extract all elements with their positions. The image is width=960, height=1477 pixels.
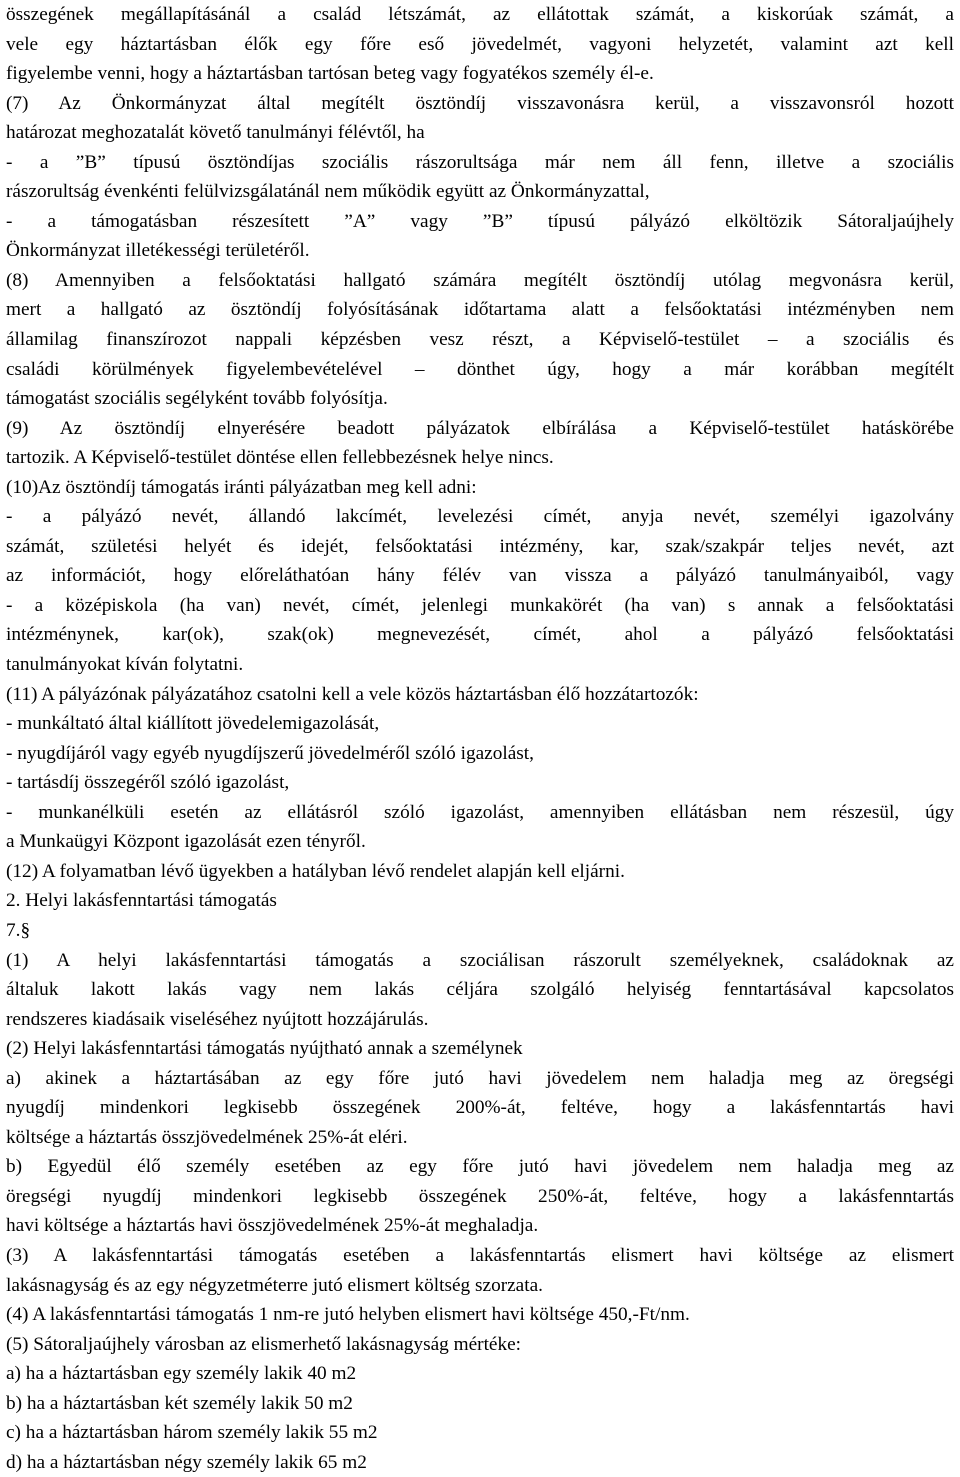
text-line: öregségi nyugdíj mindenkori legkisebb összegének 250%-át, feltéve, hogy a lakásfenntartás	[6, 1185, 954, 1207]
text-line: 7.§	[6, 919, 31, 941]
text-line: mert a hallgató az ösztöndíj folyósításának időtartama alatt a felsőoktatási intézményben nem	[6, 299, 954, 321]
text-line: a Munkaügyi Központ igazolását ezen tényről.	[6, 831, 366, 853]
text-line: intézménynek, kar(ok), szak(ok) megnevezését, címét, ahol a pályázó felsőoktatási	[6, 624, 954, 646]
text-line: - a támogatásban részesített ”A” vagy ”B” típusú pályázó elköltözik Sátoraljaújhely	[6, 210, 954, 232]
text-line: c) ha a háztartásban három személy lakik 55 m2	[6, 1422, 378, 1444]
text-line: határozat meghozatalát követő tanulmányi félévtől, ha	[6, 122, 425, 144]
text-line: Önkormányzat illetékességi területéről.	[6, 240, 310, 262]
text-line: tanulmányokat kíván folytatni.	[6, 654, 244, 676]
text-line: (11) A pályázónak pályázatához csatolni kell a vele közös háztartásban élő hozzátartozók:	[6, 683, 699, 705]
text-line: államilag finanszírozot nappali képzésben vesz részt, a Képviselő-testület – a szociális és	[6, 329, 954, 351]
text-line: nyugdíj mindenkori legkisebb összegének 200%-át, feltéve, hogy a lakásfenntartás havi	[6, 1097, 954, 1119]
text-line: általuk lakott lakás vagy nem lakás céljára szolgáló helyiség fenntartásával kapcsolatos	[6, 979, 954, 1001]
text-line: rendszeres kiadásaik viseléséhez nyújtott hozzájárulás.	[6, 1008, 429, 1030]
text-line: támogatást szociális segélyként tovább folyósítja.	[6, 388, 388, 410]
text-line: (7) Az Önkormányzat által megítélt ösztöndíj visszavonásra kerül, a visszavonsról hozott	[6, 92, 954, 114]
text-line: - nyugdíjáról vagy egyéb nyugdíjszerű jövedelméről szóló igazolást,	[6, 742, 534, 764]
text-line: a) ha a háztartásban egy személy lakik 40 m2	[6, 1363, 357, 1385]
text-line: - tartásdíj összegéről szóló igazolást,	[6, 772, 290, 794]
text-line: - a ”B” típusú ösztöndíjas szociális rászorultsága már nem áll fenn, illetve a szociális	[6, 151, 954, 173]
text-line: havi költsége a háztartás havi összjövedelmének 25%-át meghaladja.	[6, 1215, 539, 1237]
text-line: vele egy háztartásban élők egy főre eső jövedelmét, vagyoni helyzetét, valamint azt kell	[6, 33, 954, 55]
text-line: (4) A lakásfenntartási támogatás 1 nm-re jutó helyben elismert havi költsége 450,-Ft/nm.	[6, 1304, 690, 1326]
text-line: - munkáltató által kiállított jövedelemigazolását,	[6, 713, 380, 735]
text-line: összegének megállapításánál a család létszámát, az ellátottak számát, a kiskorúak számát, a	[6, 4, 954, 25]
text-line: költsége a háztartás összjövedelmének 25%-át eléri.	[6, 1126, 408, 1148]
text-line: az információt, hogy előreláthatóan hány félév van vissza a pályázó tanulmányaiból, vagy	[6, 565, 954, 587]
text-line: (9) Az ösztöndíj elnyerésére beadott pályázatok elbírálása a Képviselő-testület hatáskörébe	[6, 417, 954, 439]
text-line: (8) Amennyiben a felsőoktatási hallgató számára megítélt ösztöndíj utólag megvonásra kerül,	[6, 269, 954, 291]
text-line: (2) Helyi lakásfenntartási támogatás nyújtható annak a személynek	[6, 1038, 523, 1060]
text-line: számát, születési helyét és idejét, felsőoktatási intézmény, kar, szak/szakpár teljes nevét, azt	[6, 535, 954, 557]
text-line: a) akinek a háztartásában az egy főre jutó havi jövedelem nem haladja meg az öregségi	[6, 1067, 954, 1089]
text-line: családi körülmények figyelembevételével – dönthet úgy, hogy a már korábban megítélt	[6, 358, 954, 380]
text-line: b) ha a háztartásban két személy lakik 50 m2	[6, 1392, 353, 1414]
text-line: (1) A helyi lakásfenntartási támogatás a szociálisan rászorult személyeknek, családoknak az	[6, 949, 954, 971]
text-line: figyelembe venni, hogy a háztartásban tartósan beteg vagy fogyatékos személy él-e.	[6, 63, 654, 85]
text-line: rászorultság évenkénti felülvizsgálatánál nem működik együtt az Önkormányzattal,	[6, 181, 650, 203]
text-line: (3) A lakásfenntartási támogatás esetében a lakásfenntartás elismert havi költsége az elismert	[6, 1244, 954, 1266]
text-line: tartozik. A Képviselő-testület döntése ellen fellebbezésnek helye nincs.	[6, 447, 554, 469]
text-line: (10)Az ösztöndíj támogatás iránti pályázatban meg kell adni:	[6, 476, 477, 498]
text-line: 2. Helyi lakásfenntartási támogatás	[6, 890, 277, 912]
text-line: - a középiskola (ha van) nevét, címét, jelenlegi munkakörét (ha van) s annak a felsőoktatási	[6, 594, 954, 616]
text-line: d) ha a háztartásban négy személy lakik 65 m2	[6, 1451, 367, 1473]
text-line: lakásnagyság és az egy négyzetméterre jutó elismert költség szorzata.	[6, 1274, 543, 1296]
text-line: - a pályázó nevét, állandó lakcímét, levelezési címét, anyja nevét, személyi igazolvány	[6, 506, 954, 528]
text-line: b) Egyedül élő személy esetében az egy főre jutó havi jövedelem nem haladja meg az	[6, 1156, 954, 1178]
text-line: (5) Sátoraljaújhely városban az elismerhető lakásnagyság mértéke:	[6, 1333, 522, 1355]
text-line: - munkanélküli esetén az ellátásról szóló igazolást, amennyiben ellátásban nem részesül, úgy	[6, 801, 954, 823]
text-line: (12) A folyamatban lévő ügyekben a hatályban lévő rendelet alapján kell eljárni.	[6, 860, 625, 882]
